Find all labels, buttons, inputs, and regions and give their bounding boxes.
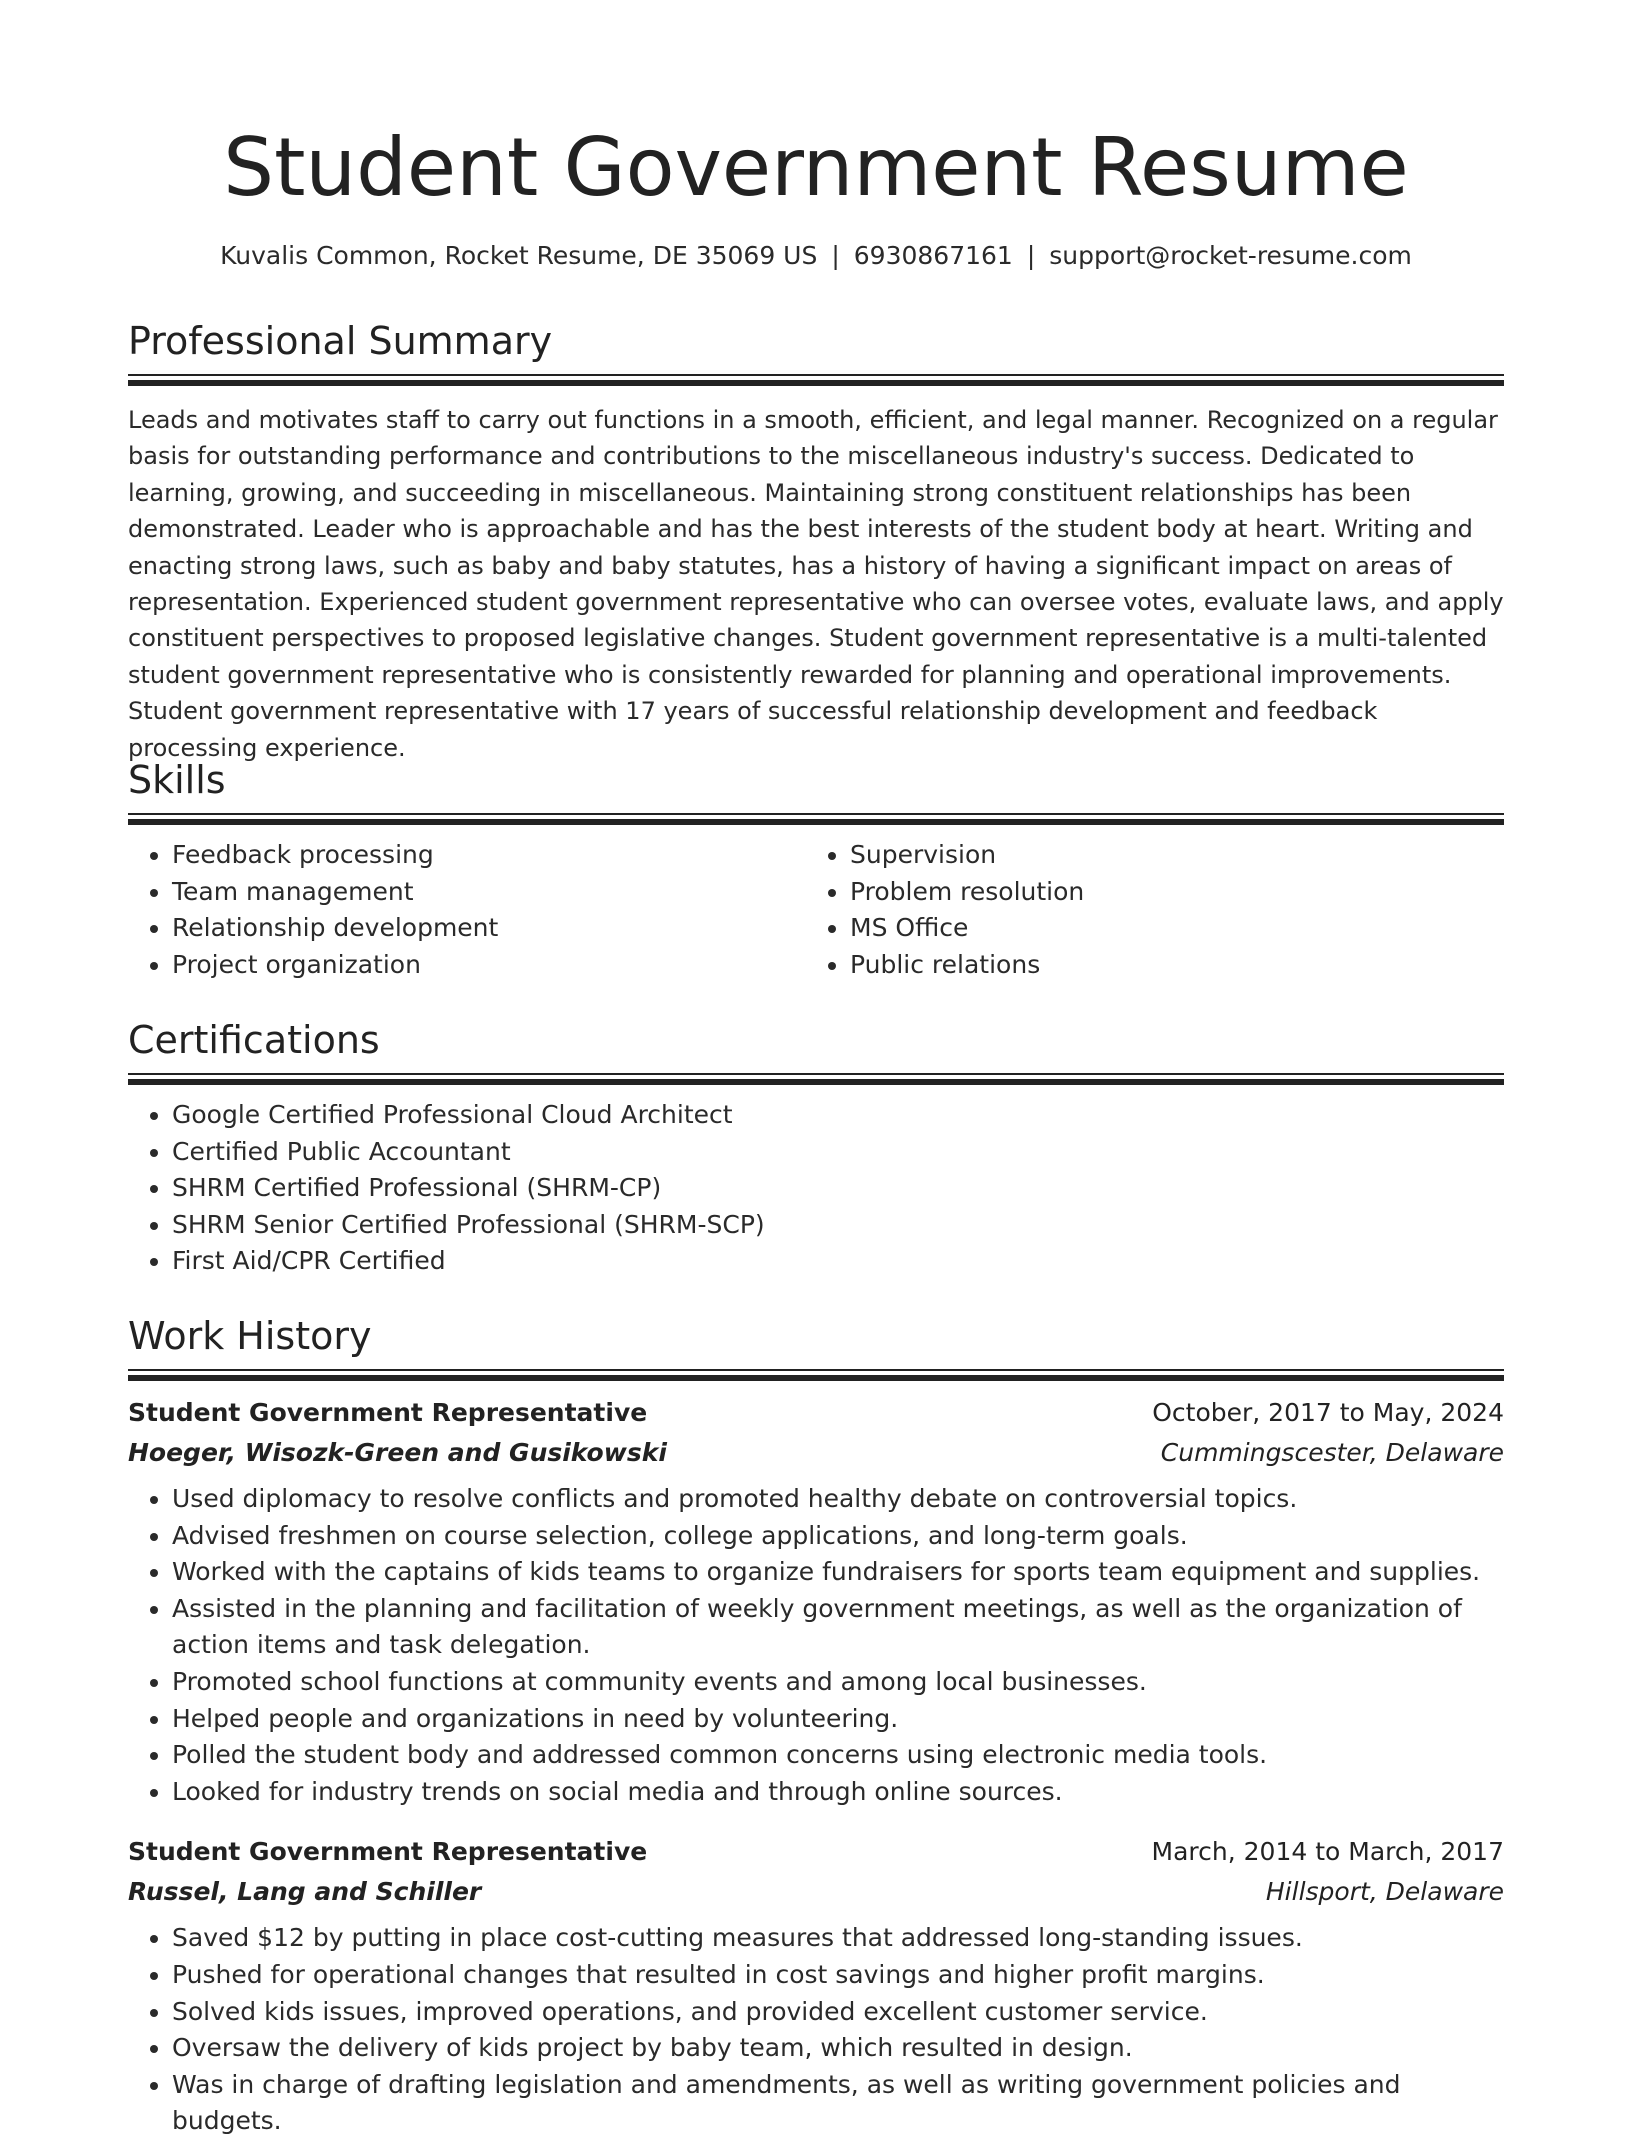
section-skills <box>128 755 1504 983</box>
section-divider <box>128 1375 1504 1381</box>
skill-item: • Problem resolution <box>850 874 1484 911</box>
job-header-row <box>128 1393 1504 1433</box>
contact-separator: | <box>1026 241 1036 270</box>
job-title: Student Government Representative <box>128 1398 648 1427</box>
job-location: Hillsport, Delaware <box>1265 1877 1504 1907</box>
skills-list-left <box>128 837 806 983</box>
section-professional-summary <box>128 316 1504 766</box>
contact-line <box>128 238 1504 274</box>
skill-item: • MS Office <box>850 910 1484 947</box>
job-duty-item: • Polled the student body and addressed common concerns using electronic media tools. <box>172 1737 1504 1774</box>
contact-email: support@rocket-resume.com <box>1049 241 1412 270</box>
skills-columns <box>128 837 1504 983</box>
job-company: Hoeger, Wisozk-Green and Gusikowski <box>128 1438 667 1467</box>
certification-item: • SHRM Certified Professional (SHRM-CP) <box>172 1170 1504 1207</box>
job-title: Student Government Representative <box>128 1837 648 1867</box>
job-duty-item: • Worked with the captains of kids teams to organize fundraisers for sports team equipment and supplies. <box>172 1554 1504 1591</box>
skill-item: • Feedback processing <box>172 837 806 874</box>
job-dates: March, 2014 to March, 2017 <box>1151 1837 1504 1867</box>
job-dates: October, 2017 to May, 2024 <box>1152 1398 1504 1427</box>
section-work-history <box>128 1311 1504 2140</box>
job-company: Russel, Lang and Schiller <box>128 1877 482 1907</box>
section-heading: Work History <box>128 1314 372 1358</box>
section-divider <box>128 380 1504 386</box>
section-heading: Certifications <box>128 1018 380 1062</box>
skill-item: • Relationship development <box>172 910 806 947</box>
job-duty-item: • Was in charge of drafting legislation and amendments, as well as writing government policies and budgets. <box>172 2067 1504 2140</box>
job-duty-item: • Pushed for operational changes that resulted in cost savings and higher profit margins. <box>172 1957 1504 1994</box>
section-divider <box>128 1079 1504 1085</box>
job-duty-item: • Helped people and organizations in need by volunteering. <box>172 1701 1504 1738</box>
job-entry <box>128 1393 1504 1810</box>
section-certifications <box>128 1015 1504 1280</box>
section-divider <box>128 1369 1504 1371</box>
section-heading: Professional Summary <box>128 319 553 363</box>
job-subheader-row <box>128 1872 1504 1912</box>
section-divider <box>128 374 1504 376</box>
skill-item: • Supervision <box>850 837 1484 874</box>
job-duty-item: • Used diplomacy to resolve conflicts and promoted healthy debate on controversial topics. <box>172 1481 1504 1518</box>
job-subheader-row <box>128 1433 1504 1473</box>
contact-separator: | <box>831 241 840 270</box>
skill-item: • Project organization <box>172 947 806 984</box>
certification-item: • Certified Public Accountant <box>172 1134 1504 1171</box>
job-duty-item: • Looked for industry trends on social media and through online sources. <box>172 1774 1504 1811</box>
section-heading: Skills <box>128 758 226 802</box>
job-header-row <box>128 1832 1504 1872</box>
section-divider <box>128 819 1504 825</box>
certification-item: • First Aid/CPR Certified <box>172 1243 1504 1280</box>
certifications-list <box>128 1097 1504 1280</box>
contact-phone: 6930867161 <box>853 241 1013 270</box>
job-duty-item: • Solved kids issues, improved operations, and provided excellent customer service. <box>172 1994 1504 2031</box>
job-duty-item: • Saved $12 by putting in place cost-cutting measures that addressed long-standing issues. <box>172 1920 1504 1957</box>
skill-item: • Public relations <box>850 947 1484 984</box>
job-location: Cummingscester, Delaware <box>1160 1438 1504 1467</box>
resume-title: Student Government Resume <box>223 121 1409 214</box>
job-duty-item: • Promoted school functions at community events and among local businesses. <box>172 1664 1504 1701</box>
contact-address: Kuvalis Common, Rocket Resume, DE 35069 US <box>220 241 818 270</box>
job-duty-item: • Oversaw the delivery of kids project by baby team, which resulted in design. <box>172 2030 1504 2067</box>
summary-text: Leads and motivates staff to carry out functions in a smooth, efficient, and legal manner. Recognized on a regular basis for outstanding performance and contributions to the miscellaneous industry's success. Dedicated to learning, growing, and succeeding in miscellaneous. Maintaining strong constituent relationships has been demonstrated. Leader who is approachable and has the best interests of the student body at heart. Writing and enacting strong laws, such as baby and baby statutes, has a history of having a significant impact on areas of representation. Experienced student government representative who can oversee votes, evaluate laws, and apply constituent perspectives to proposed legislative changes. Student government representative is a multi-talented student government representative who is consistently rewarded for planning and operational improvements. Student government representative with 17 years of successful relationship development and feedback processing experience. <box>128 406 1504 762</box>
certification-item: • SHRM Senior Certified Professional (SHRM-SCP) <box>172 1207 1504 1244</box>
job-duty-item: • Assisted in the planning and facilitation of weekly government meetings, as well as the organization of action items and task delegation. <box>172 1591 1504 1664</box>
skill-item: • Team management <box>172 874 806 911</box>
job-duty-item: • Advised freshmen on course selection, college applications, and long-term goals. <box>172 1518 1504 1555</box>
job-entry <box>128 1832 1504 2140</box>
certification-item: • Google Certified Professional Cloud Architect <box>172 1097 1504 1134</box>
section-divider <box>128 1073 1504 1075</box>
skills-list-right <box>806 837 1484 983</box>
section-divider <box>128 813 1504 815</box>
job-duties-list <box>128 1481 1504 1810</box>
job-duties-list <box>128 1920 1504 2140</box>
